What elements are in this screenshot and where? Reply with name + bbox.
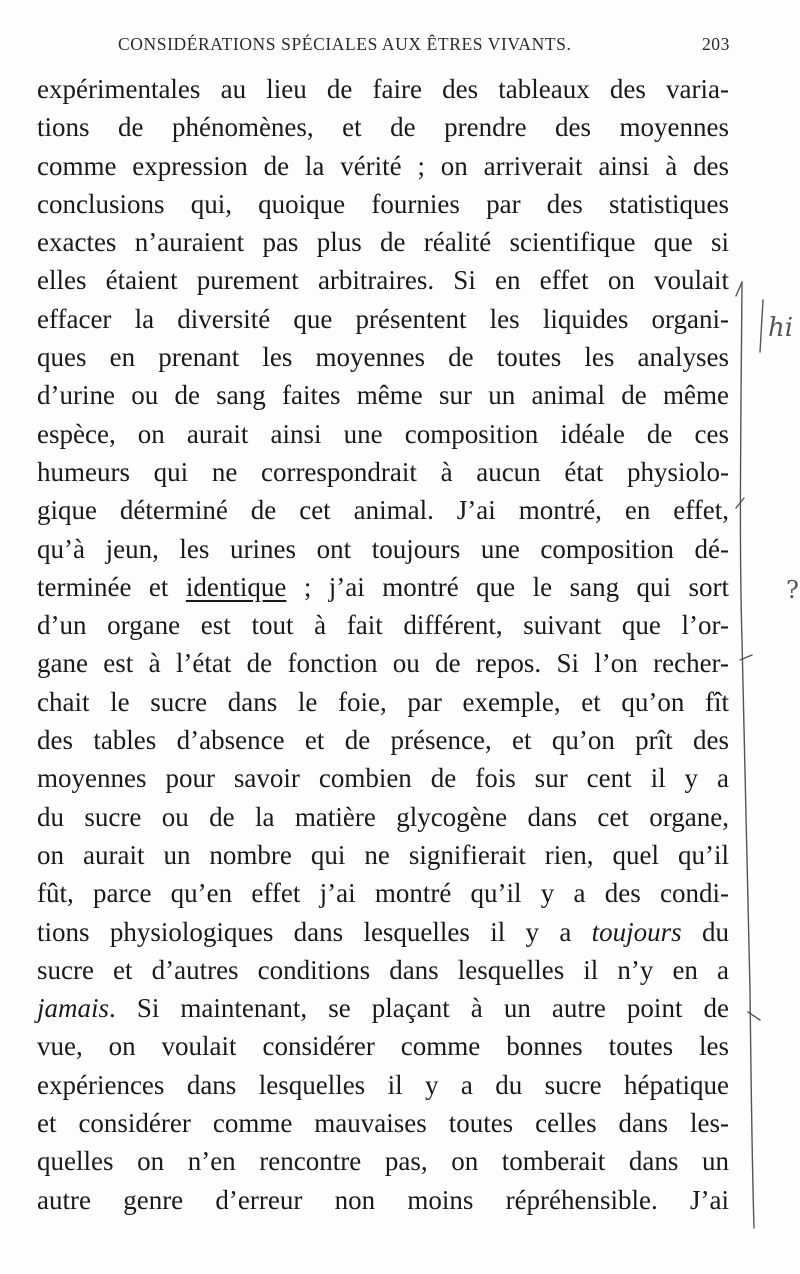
text-line	[37, 185, 729, 223]
text-line	[37, 913, 729, 951]
text-segment: terminée et	[37, 571, 186, 602]
text-segment: moyennes pour savoir combien de fois sur cent il y a	[37, 763, 729, 794]
text-line	[37, 606, 729, 644]
body-text	[37, 70, 729, 1219]
text-segment: effacer la diversité que présentent les liquides organi-	[37, 303, 729, 334]
text-line	[37, 1104, 729, 1142]
text-segment: quelles on n’en rencontre pas, on tomberait dans un	[37, 1146, 729, 1177]
margin-bracket-line	[740, 282, 754, 1228]
text-segment: d’un organe est tout à fait différent, suivant que l’or-	[37, 610, 729, 641]
annotation-stroke	[760, 300, 763, 352]
margin-tick-mark	[740, 655, 752, 660]
text-line	[37, 70, 729, 108]
text-line	[37, 1142, 729, 1180]
text-segment: du	[681, 916, 729, 947]
text-segment: vue, on voulait considérer comme bonnes toutes les	[37, 1031, 729, 1062]
text-line	[37, 1066, 729, 1104]
italic-word: jamais	[37, 993, 110, 1024]
text-segment: des tables d’absence et de présence, et qu’on prît des	[37, 725, 729, 756]
page-number: 203	[701, 34, 730, 54]
text-line	[37, 147, 729, 185]
text-line	[37, 108, 729, 146]
text-line	[37, 530, 729, 568]
text-segment: du sucre ou de la matière glycogène dans cet organe,	[37, 801, 729, 832]
text-segment: ; j’ai montré que le sang qui sort	[286, 571, 730, 602]
text-line	[37, 644, 729, 682]
text-segment: gique déterminé de cet animal. J’ai montré, en effet,	[37, 495, 729, 526]
text-line	[37, 951, 729, 989]
text-segment: d’urine ou de sang faites même sur un animal de même	[37, 380, 729, 411]
text-segment: espèce, on aurait ainsi une composition idéale de ces	[37, 418, 729, 449]
text-segment: exactes n’auraient pas plus de réalité scientifique que si	[37, 227, 729, 258]
text-line	[37, 683, 729, 721]
text-line	[37, 261, 729, 299]
margin-tick-mark	[736, 498, 744, 508]
margin-note-question: ?	[786, 576, 799, 604]
text-segment: humeurs qui ne correspondrait à aucun état physiolo-	[37, 456, 729, 487]
text-segment: autre genre d’erreur non moins répréhensible. J’ai	[37, 1184, 729, 1215]
text-segment: tions physiologiques dans lesquelles il y a	[37, 916, 592, 947]
text-segment: ques en prenant les moyennes de toutes les analyses	[37, 342, 729, 373]
margin-note-hi: hi	[768, 313, 794, 343]
text-segment: chait le sucre dans le foie, par exemple, et qu’on fît	[37, 686, 729, 717]
text-line	[37, 568, 729, 606]
text-segment: conclusions qui, quoique fournies par des statistiques	[37, 188, 729, 219]
text-line	[37, 798, 729, 836]
text-segment: tions de phénomènes, et de prendre des moyennes	[37, 112, 729, 143]
underlined-word: identique	[185, 571, 287, 602]
text-line	[37, 300, 729, 338]
text-segment: expériences dans lesquelles il y a du sucre hépatique	[37, 1069, 729, 1100]
text-line	[37, 721, 729, 759]
text-segment: et considérer comme mauvaises toutes celles dans les-	[37, 1108, 729, 1139]
text-segment: on aurait un nombre qui ne signifierait rien, quel qu’il	[37, 839, 729, 870]
text-line	[37, 491, 729, 529]
text-segment: qu’à jeun, les urines ont toujours une composition dé-	[37, 533, 729, 564]
text-line	[37, 223, 729, 261]
margin-tick-mark	[748, 1012, 760, 1020]
text-line	[37, 453, 729, 491]
text-segment: fût, parce qu’en effet j’ai montré qu’il y a des condi-	[37, 878, 729, 909]
running-title: CONSIDÉRATIONS SPÉCIALES AUX ÊTRES VIVANTS.	[118, 34, 572, 54]
text-line	[37, 1027, 729, 1065]
text-segment: expérimentales au lieu de faire des tableaux des varia-	[37, 74, 729, 104]
running-head	[118, 34, 730, 58]
text-segment: elles étaient purement arbitraires. Si en effet on voulait	[37, 265, 729, 296]
text-line	[37, 1181, 729, 1219]
text-line	[37, 989, 729, 1027]
text-segment: gane est à l’état de fonction ou de repos. Si l’on recher-	[37, 648, 729, 679]
italic-word: toujours	[591, 916, 682, 947]
margin-tick-mark	[736, 282, 742, 296]
text-line	[37, 874, 729, 912]
text-line	[37, 338, 729, 376]
text-line	[37, 759, 729, 797]
text-segment: sucre et d’autres conditions dans lesquelles il n’y en a	[37, 954, 729, 985]
text-segment: . Si maintenant, se plaçant à un autre point de	[109, 993, 729, 1024]
text-line	[37, 415, 729, 453]
text-segment: comme expression de la vérité ; on arriverait ainsi à des	[37, 150, 729, 181]
text-line	[37, 376, 729, 414]
text-line	[37, 836, 729, 874]
